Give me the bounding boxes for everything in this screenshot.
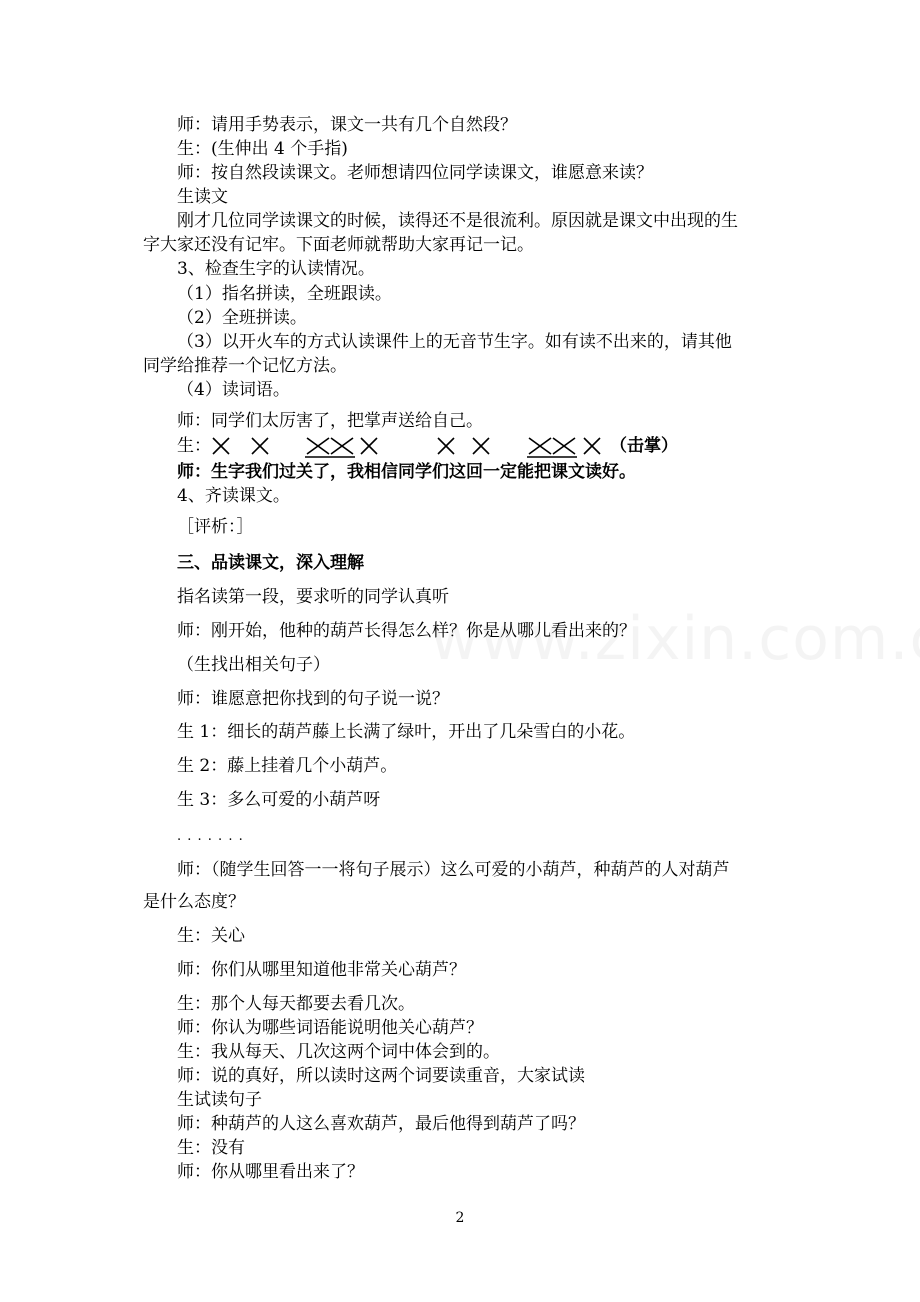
line-teacher-read-by-paragraph: 师：按自然段读课文。老师想请四位同学读课文，谁愿意来读？ <box>177 163 653 183</box>
line-step-2: （2）全班拼读。 <box>177 308 307 328</box>
line-student-words: 生：我从每天、几次这两个词中体会到的。 <box>177 1042 500 1062</box>
line-reading-not-fluent-cont: 字大家还没有记牢。下面老师就帮助大家再记一记。 <box>143 235 534 255</box>
clap-mark <box>438 438 454 454</box>
line-student-no: 生：没有 <box>177 1138 245 1158</box>
line-student-try-read: 生试读句子 <box>177 1090 262 1110</box>
line-teacher-attitude-cont: 是什么态度？ <box>143 892 245 912</box>
clap-mark <box>213 438 229 454</box>
clap-mark <box>252 438 268 454</box>
clap-mark <box>553 438 575 454</box>
clap-mark <box>361 438 377 454</box>
line-comment: ［评析：］ <box>177 517 254 537</box>
line-students-read: 生读文 <box>177 187 228 207</box>
line-teacher-attitude: 师：（随学生回答一一将句子展示）这么可爱的小葫芦，种葫芦的人对葫芦 <box>177 860 730 880</box>
line-teacher-who-says: 师：谁愿意把你找到的句子说一说？ <box>177 689 449 709</box>
line-teacher-pass: 师：生字我们过关了，我相信同学们这回一定能把课文读好。 <box>177 462 636 482</box>
line-student-fingers: 生：(生伸出 4 个手指) <box>177 139 348 159</box>
line-student-1: 生 1：细长的葫芦藤上长满了绿叶，开出了几朵雪白的小花。 <box>177 722 636 742</box>
clap-mark <box>584 438 600 454</box>
line-ellipsis: . . . . . . . <box>177 829 244 844</box>
line-teacher-how-grow: 师：刚开始，他种的葫芦长得怎么样？你是从哪儿看出来的？ <box>177 621 636 641</box>
line-reading-not-fluent: 刚才几位同学读课文的时候，读得还不是很流利。原因就是课文中出现的生 <box>177 211 738 231</box>
line-check-new-words: 3、检查生字的认读情况。 <box>177 259 375 279</box>
clap-mark <box>529 438 551 454</box>
clap-mark <box>331 438 353 454</box>
line-teacher-which-words: 师：你认为哪些词语能说明他关心葫芦？ <box>177 1018 483 1038</box>
clap-note: （击掌） <box>610 436 678 456</box>
line-student-everyday: 生：那个人每天都要去看几次。 <box>177 994 415 1014</box>
line-teacher-applause: 师：同学们太厉害了，把掌声送给自己。 <box>177 411 483 431</box>
line-step-3: （3）以开火车的方式认读课件上的无音节生字。如有读不出来的，请其他 <box>177 332 732 352</box>
line-step-1: （1）指名拼读，全班跟读。 <box>177 284 392 304</box>
line-read-first-paragraph: 指名读第一段，要求听的同学认真听 <box>177 587 449 607</box>
clap-rhythm-row <box>177 434 697 460</box>
line-teacher-where-see: 师：你从哪里看出来了？ <box>177 1162 364 1182</box>
line-teacher-where-know: 师：你们从哪里知道他非常关心葫芦？ <box>177 960 466 980</box>
line-read-together: 4、齐读课文。 <box>177 486 290 506</box>
clap-mark <box>473 438 489 454</box>
section-heading: 三、品读课文，深入理解 <box>177 553 364 573</box>
line-student-2: 生 2：藤上挂着几个小葫芦。 <box>177 756 398 776</box>
line-step-4: （4）读词语。 <box>177 380 290 400</box>
line-student-care: 生：关心 <box>177 926 245 946</box>
clap-mark <box>307 438 329 454</box>
line-teacher-got-gourd: 师：种葫芦的人这么喜欢葫芦，最后他得到葫芦了吗？ <box>177 1114 585 1134</box>
line-find-sentences: （生找出相关句子） <box>177 655 330 675</box>
line-step-3-cont: 同学给推荐一个记忆方法。 <box>143 356 347 376</box>
line-student-3: 生 3：多么可爱的小葫芦呀 <box>177 790 381 810</box>
page-number: 2 <box>455 1210 465 1226</box>
line-teacher-question-paragraphs: 师：请用手势表示，课文一共有几个自然段？ <box>177 115 517 135</box>
line-teacher-stress: 师：说的真好，所以读时这两个词要读重音，大家试读 <box>177 1066 585 1086</box>
clap-row-label: 生： <box>177 436 211 456</box>
